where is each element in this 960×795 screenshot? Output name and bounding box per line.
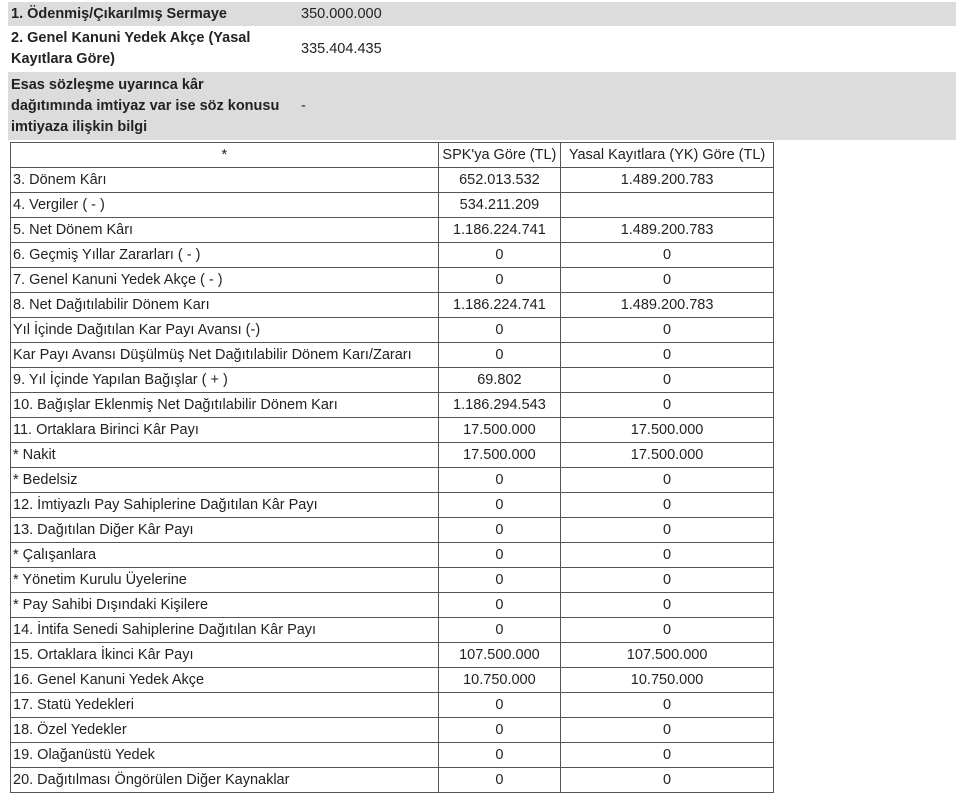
row-spk-value: 107.500.000 [438,643,560,668]
table-row [11,743,774,768]
table-header-row [11,143,774,168]
row-legal-value: 1.489.200.783 [561,218,774,243]
row-legal-value: 0 [561,493,774,518]
row-label: * Pay Sahibi Dışındaki Kişilere [11,593,439,618]
row-legal-value: 17.500.000 [561,418,774,443]
row-label: 15. Ortaklara İkinci Kâr Payı [11,643,439,668]
row-label: 6. Geçmiş Yıllar Zararları ( - ) [11,243,439,268]
row-spk-value: 69.802 [438,368,560,393]
row-label: 17. Statü Yedekleri [11,693,439,718]
header-spk: SPK'ya Göre (TL) [438,143,560,168]
row-spk-value: 0 [438,568,560,593]
row-label: 8. Net Dağıtılabilir Dönem Karı [11,293,439,318]
row-spk-value: 0 [438,343,560,368]
row-legal-value [561,193,774,218]
row-label: * Yönetim Kurulu Üyelerine [11,568,439,593]
table-row [11,293,774,318]
row-label: 20. Dağıtılması Öngörülen Diğer Kaynaklar [11,768,439,793]
table-row [11,443,774,468]
row-spk-value: 17.500.000 [438,443,560,468]
row-spk-value: 0 [438,268,560,293]
table-row [11,643,774,668]
table-row [11,593,774,618]
row-label: Yıl İçinde Dağıtılan Kar Payı Avansı (-) [11,318,439,343]
info-row-privilege [8,72,956,140]
row-label: 11. Ortaklara Birinci Kâr Payı [11,418,439,443]
info-label: 2. Genel Kanuni Yedek Akçe (Yasal Kayıtlara Göre) [8,26,291,72]
row-spk-value: 0 [438,318,560,343]
row-legal-value: 0 [561,393,774,418]
table-row [11,318,774,343]
row-spk-value: 0 [438,468,560,493]
row-legal-value: 0 [561,318,774,343]
row-legal-value: 10.750.000 [561,668,774,693]
table-row [11,168,774,193]
row-label: 16. Genel Kanuni Yedek Akçe [11,668,439,693]
header-legal-records: Yasal Kayıtlara (YK) Göre (TL) [561,143,774,168]
row-spk-value: 534.211.209 [438,193,560,218]
profit-distribution-table [10,142,774,793]
row-spk-value: 0 [438,518,560,543]
table-row [11,418,774,443]
row-spk-value: 1.186.294.543 [438,393,560,418]
row-label: Kar Payı Avansı Düşülmüş Net Dağıtılabilir Dönem Karı/Zararı [11,343,439,368]
row-spk-value: 0 [438,593,560,618]
row-legal-value: 0 [561,368,774,393]
row-spk-value: 652.013.532 [438,168,560,193]
row-label: 5. Net Dönem Kârı [11,218,439,243]
row-legal-value: 0 [561,343,774,368]
info-label: Esas sözleşme uyarınca kâr dağıtımında imtiyaz var ise söz konusu imtiyaza ilişkin bilgi [8,72,291,140]
table-row [11,768,774,793]
info-row-legal-reserve [8,26,956,72]
table-row [11,618,774,643]
row-legal-value: 0 [561,693,774,718]
row-spk-value: 0 [438,743,560,768]
row-spk-value: 1.186.224.741 [438,218,560,243]
table-row [11,268,774,293]
header-item: * [11,143,439,168]
row-legal-value: 0 [561,618,774,643]
row-legal-value: 1.489.200.783 [561,168,774,193]
row-legal-value: 0 [561,743,774,768]
row-label: 4. Vergiler ( - ) [11,193,439,218]
table-row [11,693,774,718]
row-legal-value: 0 [561,243,774,268]
row-legal-value: 0 [561,543,774,568]
table-row [11,543,774,568]
row-legal-value: 17.500.000 [561,443,774,468]
table-row [11,468,774,493]
row-spk-value: 0 [438,693,560,718]
row-spk-value: 10.750.000 [438,668,560,693]
row-label: 3. Dönem Kârı [11,168,439,193]
table-row [11,343,774,368]
row-spk-value: 17.500.000 [438,418,560,443]
info-label: 1. Ödenmiş/Çıkarılmış Sermaye [8,2,291,26]
table-row [11,518,774,543]
table-row [11,718,774,743]
row-label: 9. Yıl İçinde Yapılan Bağışlar ( + ) [11,368,439,393]
table-body [11,168,774,793]
row-spk-value: 0 [438,493,560,518]
info-value: 350.000.000 [291,2,956,26]
info-value: - [291,72,956,140]
row-label: 10. Bağışlar Eklenmiş Net Dağıtılabilir Dönem Karı [11,393,439,418]
table-row [11,368,774,393]
row-spk-value: 0 [438,618,560,643]
table-row [11,568,774,593]
info-row-paid-capital [8,2,956,26]
row-legal-value: 0 [561,768,774,793]
row-legal-value: 0 [561,593,774,618]
table-row [11,218,774,243]
row-label: * Nakit [11,443,439,468]
row-spk-value: 1.186.224.741 [438,293,560,318]
row-legal-value: 0 [561,468,774,493]
row-label: * Çalışanlara [11,543,439,568]
row-spk-value: 0 [438,243,560,268]
row-legal-value: 0 [561,268,774,293]
row-legal-value: 0 [561,718,774,743]
info-value: 335.404.435 [291,26,956,72]
row-label: * Bedelsiz [11,468,439,493]
row-legal-value: 107.500.000 [561,643,774,668]
row-legal-value: 0 [561,568,774,593]
row-legal-value: 0 [561,518,774,543]
table-row [11,243,774,268]
row-label: 19. Olağanüstü Yedek [11,743,439,768]
table-row [11,393,774,418]
row-spk-value: 0 [438,543,560,568]
row-spk-value: 0 [438,768,560,793]
capital-info-table [8,2,956,140]
row-label: 13. Dağıtılan Diğer Kâr Payı [11,518,439,543]
table-row [11,493,774,518]
row-legal-value: 1.489.200.783 [561,293,774,318]
row-label: 18. Özel Yedekler [11,718,439,743]
row-label: 14. İntifa Senedi Sahiplerine Dağıtılan Kâr Payı [11,618,439,643]
table-row [11,193,774,218]
row-spk-value: 0 [438,718,560,743]
row-label: 12. İmtiyazlı Pay Sahiplerine Dağıtılan Kâr Payı [11,493,439,518]
row-label: 7. Genel Kanuni Yedek Akçe ( - ) [11,268,439,293]
table-row [11,668,774,693]
